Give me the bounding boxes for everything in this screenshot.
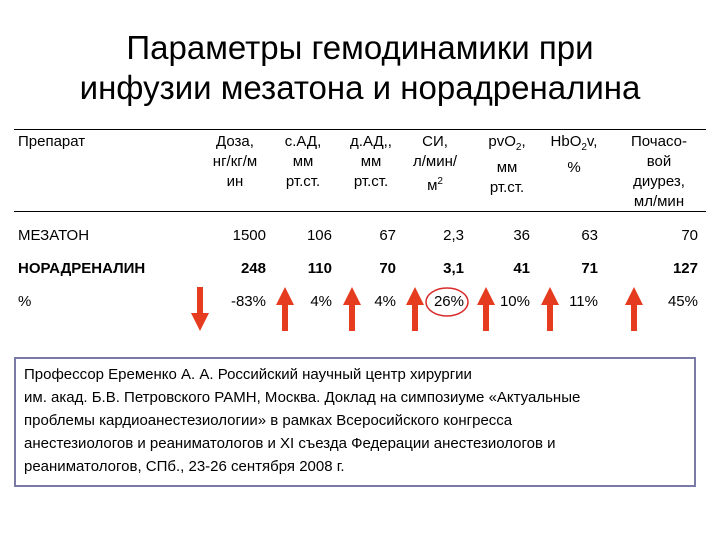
header-dose-line: Доза, bbox=[216, 133, 254, 150]
header-dose-line: нг/кг/м bbox=[212, 153, 258, 170]
row-label-percent: % bbox=[18, 293, 32, 310]
header-pvo2 bbox=[476, 132, 538, 198]
header-hbo2 bbox=[538, 132, 610, 178]
table-cell: 26% bbox=[433, 293, 464, 310]
header-hbo2-line bbox=[538, 132, 610, 158]
header-sad-line: рт.ст. bbox=[285, 173, 321, 190]
table-cell: 63 bbox=[581, 227, 598, 244]
header-diuresis-line: Почасо- bbox=[631, 133, 687, 150]
header-dose-line: ин bbox=[226, 173, 244, 190]
arrow-up-icon bbox=[276, 287, 294, 331]
table-cell: 45% bbox=[667, 293, 698, 310]
note-line: анестезиологов и реаниматологов и XI съезда Федерации анестезиологов и bbox=[24, 435, 556, 452]
table-cell: 106 bbox=[306, 227, 332, 244]
arrow-up-icon bbox=[625, 287, 643, 331]
header-pvo2-sub: 2 bbox=[515, 142, 522, 153]
note-line: им. акад. Б.В. Петровского РАМН, Москва. Доклад на симпозиуме «Актуальные bbox=[24, 389, 581, 406]
arrow-up-icon bbox=[477, 287, 495, 331]
note-line: Профессор Еременко А. А. Российский научный центр хирургии bbox=[24, 366, 472, 383]
header-diuresis bbox=[616, 132, 702, 212]
row-label-noradrenalin: НОРАДРЕНАЛИН bbox=[18, 260, 146, 277]
header-pvo2-line: мм bbox=[496, 159, 518, 176]
title-line-1: Параметры гемодинамики при bbox=[126, 29, 594, 66]
table-top-border bbox=[14, 129, 706, 130]
arrow-up-icon bbox=[343, 287, 361, 331]
header-si-line bbox=[400, 172, 470, 196]
header-dad-line: д.АД,, bbox=[350, 133, 392, 150]
header-hbo2-text: HbO bbox=[550, 133, 582, 150]
header-drug: Препарат bbox=[18, 133, 86, 150]
note-line: проблемы кардиоанестезиологии» в рамках Всеросийского конгресса bbox=[24, 412, 513, 429]
header-pvo2-text: pvO bbox=[488, 133, 516, 150]
header-pvo2-line: рт.ст. bbox=[489, 179, 525, 196]
header-si-line: л/мин/ bbox=[412, 153, 458, 170]
highlight-circle bbox=[424, 286, 470, 318]
header-pvo2-line bbox=[476, 132, 538, 158]
table-cell: 110 bbox=[307, 260, 332, 277]
arrow-up-icon bbox=[541, 287, 559, 331]
header-sad bbox=[274, 132, 332, 192]
table-cell: 71 bbox=[581, 260, 598, 277]
table-cell: 3,1 bbox=[443, 260, 464, 277]
header-pvo2-comma: , bbox=[521, 133, 526, 150]
note-line: реаниматологов, СПб., 23-26 сентября 2008 г. bbox=[24, 458, 345, 475]
table-cell: 10% bbox=[499, 293, 530, 310]
arrow-up-icon bbox=[406, 287, 424, 331]
header-sad-line: мм bbox=[292, 153, 314, 170]
header-dose bbox=[198, 132, 272, 192]
table-cell: 41 bbox=[513, 260, 530, 277]
row-label-mezaton: МЕЗАТОН bbox=[18, 227, 90, 244]
header-dad-line: рт.ст. bbox=[353, 173, 389, 190]
header-dad-line: мм bbox=[360, 153, 382, 170]
table-cell: 2,3 bbox=[443, 227, 464, 244]
header-hbo2-unit: % bbox=[567, 159, 581, 176]
table-cell: 70 bbox=[379, 260, 396, 277]
header-hbo2-sub: 2 bbox=[581, 142, 587, 153]
table-cell: 36 bbox=[513, 227, 530, 244]
arrow-down-icon bbox=[191, 287, 209, 331]
table-cell: 67 bbox=[379, 227, 396, 244]
table-header-border bbox=[14, 211, 706, 212]
reference-note bbox=[14, 357, 696, 487]
header-si-unit: м bbox=[427, 177, 438, 194]
table-cell: 11% bbox=[569, 293, 598, 310]
header-hbo2-tail: v, bbox=[586, 133, 598, 150]
header-diuresis-line: мл/мин bbox=[633, 193, 685, 210]
header-dad bbox=[342, 132, 400, 192]
header-si-sup: 2 bbox=[437, 176, 443, 187]
title-line-2: инфузии мезатона и норадреналина bbox=[79, 69, 641, 106]
table-cell: 127 bbox=[672, 260, 698, 277]
slide-title bbox=[0, 28, 720, 108]
header-si-line: СИ, bbox=[422, 133, 448, 150]
header-diuresis-line: вой bbox=[646, 153, 672, 170]
table-cell: 4% bbox=[374, 293, 396, 310]
header-sad-line: с.АД, bbox=[284, 133, 322, 150]
table-cell: 1500 bbox=[232, 227, 266, 244]
table-cell: 70 bbox=[681, 227, 698, 244]
table-cell: 248 bbox=[240, 260, 266, 277]
header-si bbox=[400, 132, 470, 196]
table-cell: 4% bbox=[310, 293, 332, 310]
header-diuresis-line: диурез, bbox=[633, 173, 685, 190]
table-cell: -83% bbox=[230, 293, 266, 310]
